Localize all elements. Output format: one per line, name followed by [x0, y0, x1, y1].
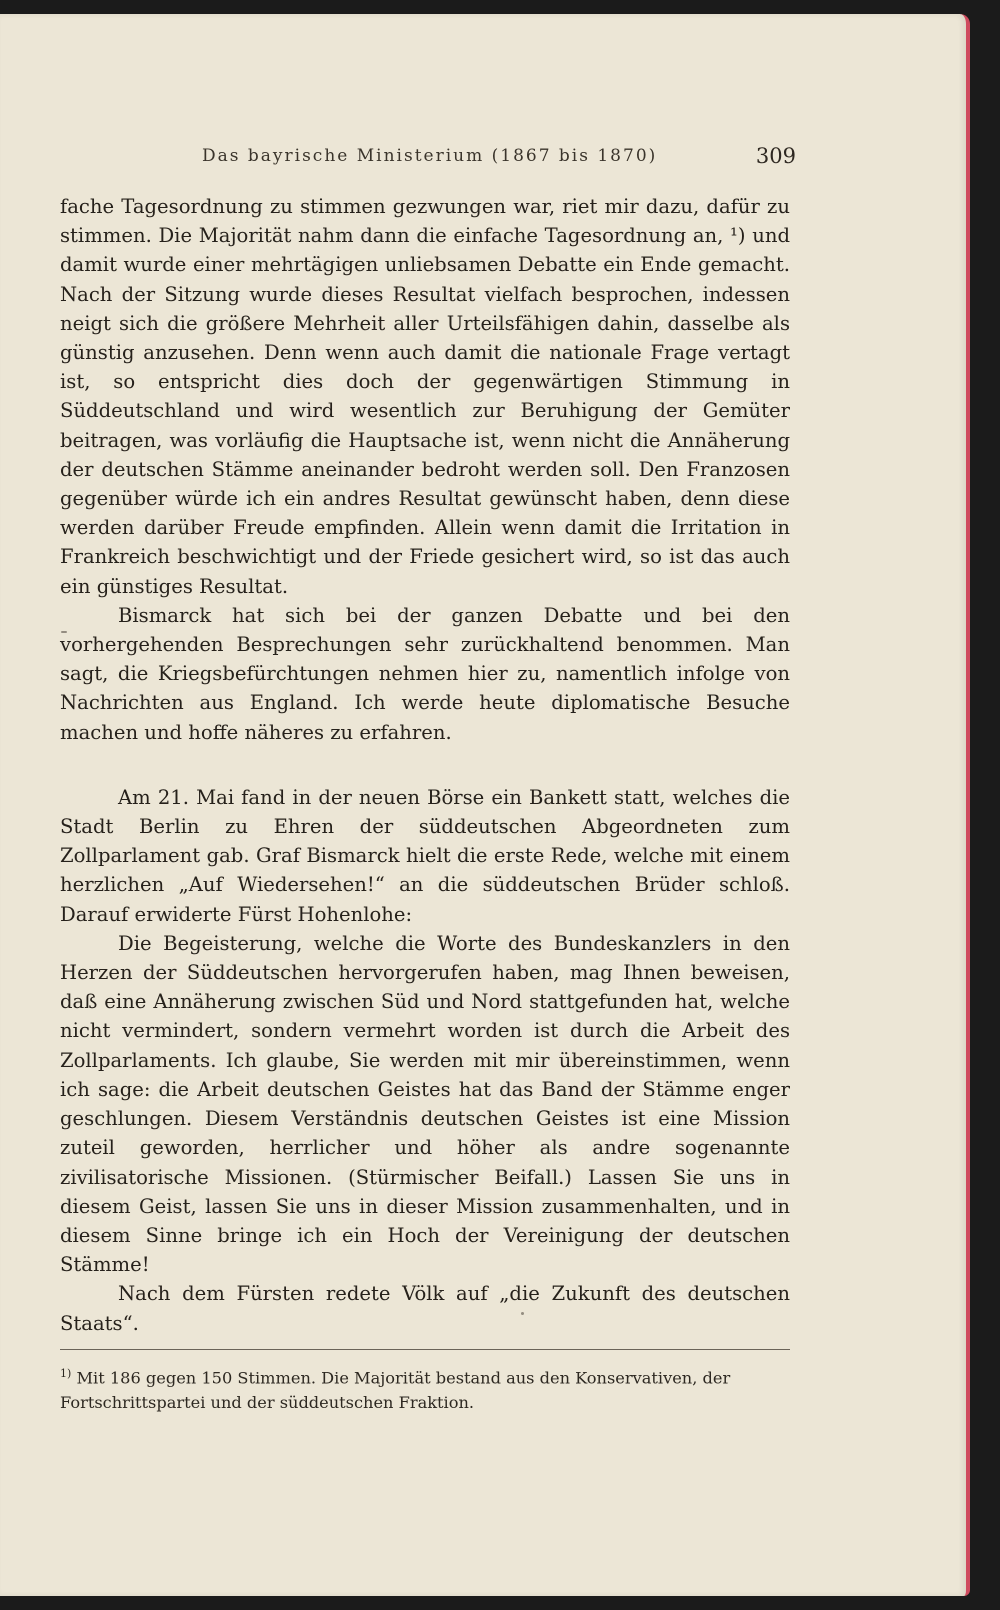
paragraph-bismarck: Bismarck hat sich bei der ganzen Debatte und bei den vorhergehenden Besprechungen sehr zurückhaltend benommen. Man sagt, die Kriegsbefürchtungen nehmen hier zu, namentlich infolge von Nachrichten aus England. Ich werde heute diplomatische Besuche machen und hoffe näheres zu erfahren. [60, 603, 790, 744]
ink-speck [61, 631, 67, 633]
footnote-text: Mit 186 gegen 150 Stimmen. Die Majorität bestand aus den Konservativen, der Fortschrittspartei und der süddeutschen Fraktion. [60, 1368, 731, 1413]
footnote [60, 1361, 790, 1415]
page-number: 309 [755, 144, 796, 168]
paragraph-banquet: Am 21. Mai fand in der neuen Börse ein Bankett statt, welches die Stadt Berlin zu Ehren der süddeutschen Abgeordneten zum Zollparlament gab. Graf Bismarck hielt die erste Rede, welche mit einem herzlichen „Auf Wiedersehen!“ an die süddeutschen Brüder schloß. Darauf erwiderte Fürst Hohenlohe: [60, 785, 790, 926]
main-text [60, 192, 790, 1338]
paragraph-speech: Die Begeisterung, welche die Worte des Bundeskanzlers in den Herzen der Süddeutschen hervorgerufen haben, mag Ihnen beweisen, daß eine Annäherung zwischen Süd und Nord stattgefunden hat, welche nicht vermindert, sondern vermehrt worden ist durch die Arbeit des Zollparlaments. Ich glaube, Sie werden mit mir übereinstimmen, wenn ich sage: die Arbeit deutschen Geistes hat das Band der Stämme enger geschlungen. Diesem Verständnis deutschen Geistes ist eine Mission zuteil geworden, herrlicher und höher als andre sogenannte zivilisatorische Missionen. (Stürmischer Beifall.) Lassen Sie uns in diesem Geist, lassen Sie uns in dieser Mission zusammenhalten, und in diesem Sinne bringe ich ein Hoch der Vereinigung der deutschen Stämme! [60, 931, 790, 1277]
ink-speck [521, 1312, 524, 1315]
running-head [60, 144, 796, 176]
paragraph-continued: fache Tagesordnung zu stimmen gezwungen war, riet mir dazu, dafür zu stimmen. Die Majorität nahm dann die einfache Tagesordnung an, ¹) und damit wurde einer mehrtägigen unliebsamen Debatte ein Ende gemacht. Nach der Sitzung wurde dieses Resultat vielfach besprochen, indessen neigt sich die größere Mehrheit aller Urteilsfähigen dahin, dasselbe als günstig anzusehen. Denn wenn auch damit die nationale Frage vertagt ist, so entspricht dies doch der gegenwärtigen Stimmung in Süddeutschland und wird wesentlich zur Beruhigung der Gemüter beitragen, was vorläufig die Hauptsache ist, wenn nicht die Annäherung der deutschen Stämme aneinander bedroht werden soll. Den Franzosen gegenüber würde ich ein andres Resultat gewünscht haben, denn diese werden darüber Freude empfinden. Allein wenn damit die Irritation in Frankreich beschwichtigt und der Friede gesichert wird, so ist das auch ein günstiges Resultat. [60, 195, 790, 598]
section-gap [60, 747, 790, 783]
running-title: Das bayrische Ministerium (1867 bis 1870) [202, 146, 658, 166]
footnote-divider [60, 1349, 790, 1350]
footnote-mark: 1) [60, 1367, 72, 1380]
paragraph-voelk: Nach dem Fürsten redete Völk auf „die Zukunft des deutschen Staats“. [60, 1282, 790, 1335]
book-page [0, 14, 970, 1596]
